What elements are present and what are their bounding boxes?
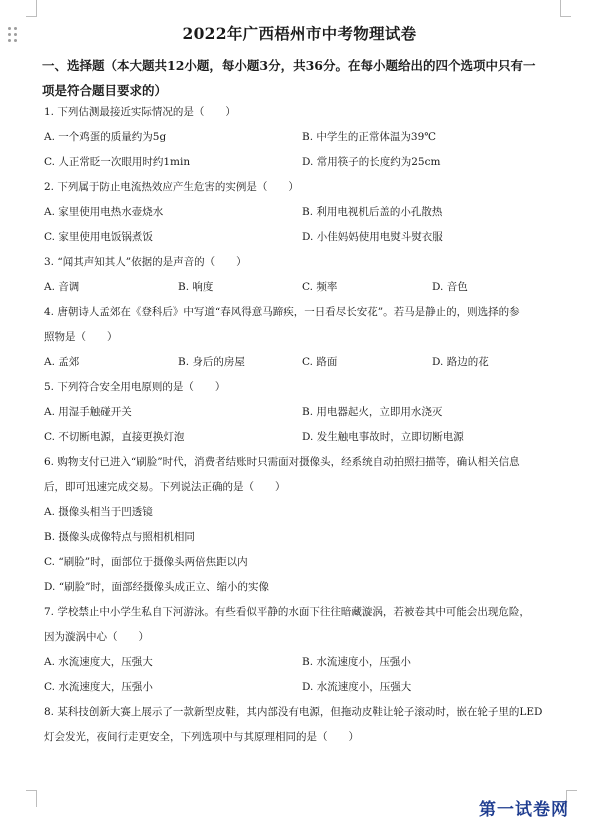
question-6-option-d: D. “刷脸”时，面部经摄像头成正立、缩小的实像 bbox=[44, 581, 269, 593]
crop-mark-top-left bbox=[26, 0, 37, 17]
question-1-option-c: C. 人正常眨一次眼用时约1min bbox=[44, 156, 191, 168]
question-4-stem-line1: 4. 唐朝诗人孟郊在《登科后》中写道“春风得意马蹄疾，一日看尽长安花”。若马是静止的，则选择的参 bbox=[44, 306, 520, 318]
question-7-option-d: D. 水流速度小，压强大 bbox=[302, 681, 412, 693]
question-4-option-b: B. 身后的房屋 bbox=[178, 356, 245, 368]
question-2-option-b: B. 利用电视机后盖的小孔散热 bbox=[302, 206, 443, 218]
crop-mark-top-right bbox=[560, 0, 571, 17]
question-1-option-b: B. 中学生的正常体温为39℃ bbox=[302, 131, 436, 143]
question-3-option-d: D. 音色 bbox=[432, 281, 468, 293]
question-7-stem-line2: 因为漩涡中心（ ） bbox=[44, 631, 149, 643]
question-1-stem: 1. 下列估测最接近实际情况的是（ ） bbox=[44, 106, 236, 118]
question-8-stem-line2: 灯会发光，夜间行走更安全，下列选项中与其原理相同的是（ ） bbox=[44, 731, 359, 743]
question-5-option-a: A. 用湿手触碰开关 bbox=[44, 406, 132, 418]
question-5-option-c: C. 不切断电源，直接更换灯泡 bbox=[44, 431, 185, 443]
question-5-option-b: B. 用电器起火，立即用水浇灭 bbox=[302, 406, 443, 418]
page-title: 2022年广西梧州市中考物理试卷 bbox=[182, 24, 417, 43]
question-7-option-b: B. 水流速度小，压强小 bbox=[302, 656, 411, 668]
question-4-option-c: C. 路面 bbox=[302, 356, 338, 368]
question-7-stem-line1: 7. 学校禁止中小学生私自下河游泳。有些看似平静的水面下往往暗藏漩涡，若被卷其中可能会出现危险， bbox=[44, 606, 530, 618]
question-2-stem: 2. 下列属于防止电流热效应产生危害的实例是（ ） bbox=[44, 181, 299, 193]
question-6-stem-line1: 6. 购物支付已进入“刷脸”时代，消费者结账时只需面对摄像头，经系统自动拍照扫描等，确认相关信息 bbox=[44, 456, 520, 468]
question-2-option-c: C. 家里使用电饭锅煮饭 bbox=[44, 231, 153, 243]
site-watermark: 第一试卷网 bbox=[479, 800, 569, 820]
question-7-option-a: A. 水流速度大，压强大 bbox=[44, 656, 153, 668]
question-3-option-b: B. 响度 bbox=[178, 281, 214, 293]
question-5-option-d: D. 发生触电事故时，立即切断电源 bbox=[302, 431, 464, 443]
question-1-option-d: D. 常用筷子的长度约为25cm bbox=[302, 156, 441, 168]
question-8-stem-line1: 8. 某科技创新大赛上展示了一款新型皮鞋，其内部没有电源，但拖动皮鞋让轮子滚动时，嵌在轮子里的LED bbox=[44, 706, 543, 718]
question-7-option-c: C. 水流速度大，压强小 bbox=[44, 681, 153, 693]
question-1-option-a: A. 一个鸡蛋的质量约为5g bbox=[44, 131, 167, 143]
question-4-option-d: D. 路边的花 bbox=[432, 356, 489, 368]
question-4-stem-line2: 照物是（ ） bbox=[44, 331, 118, 343]
crop-mark-bottom-left bbox=[26, 790, 37, 807]
question-6-stem-line2: 后，即可迅速完成交易。下列说法正确的是（ ） bbox=[44, 481, 286, 493]
question-2-option-a: A. 家里使用电热水壶烧水 bbox=[44, 206, 164, 218]
question-5-stem: 5. 下列符合安全用电原则的是（ ） bbox=[44, 381, 226, 393]
question-4-option-a: A. 孟郊 bbox=[44, 356, 80, 368]
question-3-option-c: C. 频率 bbox=[302, 281, 338, 293]
question-2-option-d: D. 小佳妈妈使用电熨斗熨衣服 bbox=[302, 231, 443, 243]
question-3-stem: 3. “闻其声知其人”依据的是声音的（ ） bbox=[44, 256, 247, 268]
question-3-option-a: A. 音调 bbox=[44, 281, 80, 293]
section-heading-line1: 一、选择题（本大题共12小题，每小题3分，共36分。在每小题给出的四个选项中只有一 bbox=[42, 58, 536, 73]
question-6-option-c: C. “刷脸”时，面部位于摄像头两倍焦距以内 bbox=[44, 556, 248, 568]
question-6-option-a: A. 摄像头相当于凹透镜 bbox=[44, 506, 153, 518]
section-heading-line2: 项是符合题目要求的） bbox=[42, 83, 168, 98]
question-6-option-b: B. 摄像头成像特点与照相机相同 bbox=[44, 531, 195, 543]
